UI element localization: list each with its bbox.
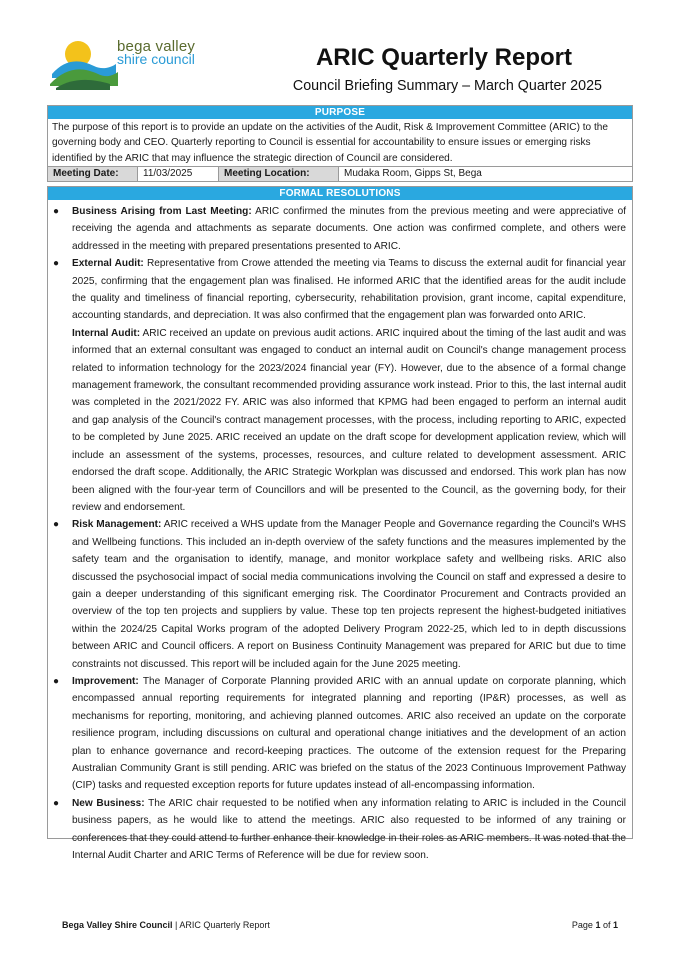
resolutions-list [48, 200, 632, 864]
meeting-date-value: 11/03/2025 [138, 167, 219, 181]
item-title: Risk Management: [72, 519, 162, 531]
purpose-text: The purpose of this report is to provide an update on the activities of the Audit, Risk & Improvement Committee (ARIC) to the governing body and CEO. Quarterly reporting to Council is essential for accountability to ensure issues or emerging risks identified by the ARIC that may influence the strategic direction of Council are considered. [52, 122, 608, 164]
meeting-location-value: Mudaka Room, Gipps St, Bega [344, 168, 482, 180]
page-total: 1 [612, 920, 618, 930]
meeting-details-row [48, 166, 632, 181]
list-item [53, 203, 627, 255]
bullet-icon: ● [53, 519, 60, 531]
page-title: ARIC Quarterly Report [315, 44, 572, 71]
list-item [53, 673, 626, 795]
bullet-icon: ● [53, 206, 60, 217]
item-text: The Manager of Corporate Planning provided ARIC with an annual update on corporate planning, which encompassed annual reporting requirements for integrated planning and reporting (IP&R) processes, as well as mechanisms for reporting, monitoring, and achieving planned outcomes. ARIC also received an update on the corporate resilience program, including discussions on cultural and operational change initiatives and the development of an action plan to enhance governance and record-keeping practices. The outcome of the extension request for the Preparing Australian Community Grant is still pending. ARIC was briefed on the status of the 2023 Continuous Improvement Pathway (CIP) tasks and requested exception reports for future updates instead of all-encompassing information. [72, 675, 626, 792]
page-prefix: Page [571, 920, 596, 930]
item-title: Business Arising from Last Meeting: [72, 206, 252, 217]
meeting-date-label: Meeting Date: [48, 167, 138, 181]
bullet-icon: ● [53, 797, 60, 809]
page-number [572, 920, 618, 930]
resolutions-heading: FORMAL RESOLUTIONS [48, 187, 632, 200]
item-title: New Business: [72, 797, 145, 809]
footer-org: Bega Valley Shire Council [62, 920, 173, 930]
logo-line-1: bega valley [117, 38, 196, 55]
item-text: ARIC received a WHS update from the Manager People and Governance regarding the Council's WHS and Wellbeing functions. This included an in-depth overview of the safety functions and the measures implemented by the safety team and the organisation to identify, manage, and monitor workplace safety and wellbeing risks. ARIC also discussed the psychosocial impact of social media communications involving the Council on staff and expressed a desire to gain a deeper understanding of this significant emerging risk. The Coordinator Procurement and Contracts provided an overview of the top ten projects and suppliers by value. These top ten projects represent the highest-budgeted initiatives within the 2024/25 Capital Works program of the adopted Delivery Program 2022-25, which led to in depth discussions between ARIC and Council officers. A report on Business Continuity Management was prepared for ARIC but due to time constraints not discussed. This report will be included again for the June 2025 meeting. [72, 519, 626, 670]
bullet-icon: ● [53, 258, 60, 270]
page-current: 1 [595, 920, 601, 930]
bullet-icon: ● [53, 675, 60, 687]
list-item [53, 795, 626, 865]
purpose-section [47, 105, 633, 182]
footer-doc: ARIC Quarterly Report [179, 920, 270, 930]
purpose-heading: PURPOSE [48, 106, 632, 119]
item-subtext: ARIC received an update on previous audit actions. ARIC inquired about the timing of the last audit and was informed that an external consultant was engaged to conduct an internal audit on Council's change management process related to information technology for the 2023/2024 financial year (FY). However, due to the absence of a formal change management framework, the consultant recommended providing assurance work instead. Prior to this, the last internal audit was completed in the 2021/2022 FY. ARIC was also informed that KPMG had been engaged to perform an internal audit and gap analysis of the Council's contract management processes, with the process, including reporting to ARIC, expected to be completed by June 2025. ARIC received an update on the draft scope for development application review, which will include an assessment of the systems, processes, resources, and culture related to development assessment. ARIC endorsed the draft scope. Additionally, the ARIC Strategic Workplan was discussed and endorsed. This work plan has now been aligned with the four-year term of Councillors and will be presented to the Council, as the governing body, for their review and endorsement. [72, 327, 626, 513]
item-title: External Audit: [72, 258, 144, 270]
list-item [53, 516, 626, 673]
resolutions-section [47, 186, 633, 862]
item-text: Representative from Crowe attended the meeting via Teams to discuss the external audit for financial year 2025, confirming that the engagement plan was finalised. He informed ARIC that the identified areas for the audit include the quality and timeliness of financial reporting, cybersecurity, rehabilitation provision, grant income, capital expenditure, accounting standards, and depreciation. It was also confirmed that the engagement plan was forwarded onto ARIC. [72, 258, 626, 322]
item-text: ARIC confirmed the minutes from the previous meeting and were appreciative of receiving the agenda and attachments as separate documents. One action was confirmed complete, and others were addressed in the meeting with prepared presentations presented to ARIC. [72, 206, 627, 252]
list-item [53, 255, 626, 516]
footer-separator: | [172, 920, 180, 930]
meeting-location-label: Meeting Location: [219, 167, 339, 181]
page-of: of [600, 920, 613, 930]
item-text: The ARIC chair requested to be notified when any information relating to ARIC is included in the Council business papers, as he would like to attend the meetings. ARIC also requested to be informed of any training or conferences that they could attend to further enhance their knowledge in their roles as ARIC members. It was noted that the Internal Audit Charter and ARIC Terms of Reference will be due for review soon. [72, 797, 626, 862]
item-title: Improvement: [72, 675, 139, 687]
page-subtitle: Council Briefing Summary – March Quarter 2025 [292, 78, 602, 94]
internal-audit-paragraph [72, 325, 626, 516]
item-subtitle: Internal Audit: [72, 327, 141, 339]
footer-left [62, 920, 270, 930]
logo-text [117, 40, 195, 66]
logo-line-2: shire council [117, 51, 195, 67]
